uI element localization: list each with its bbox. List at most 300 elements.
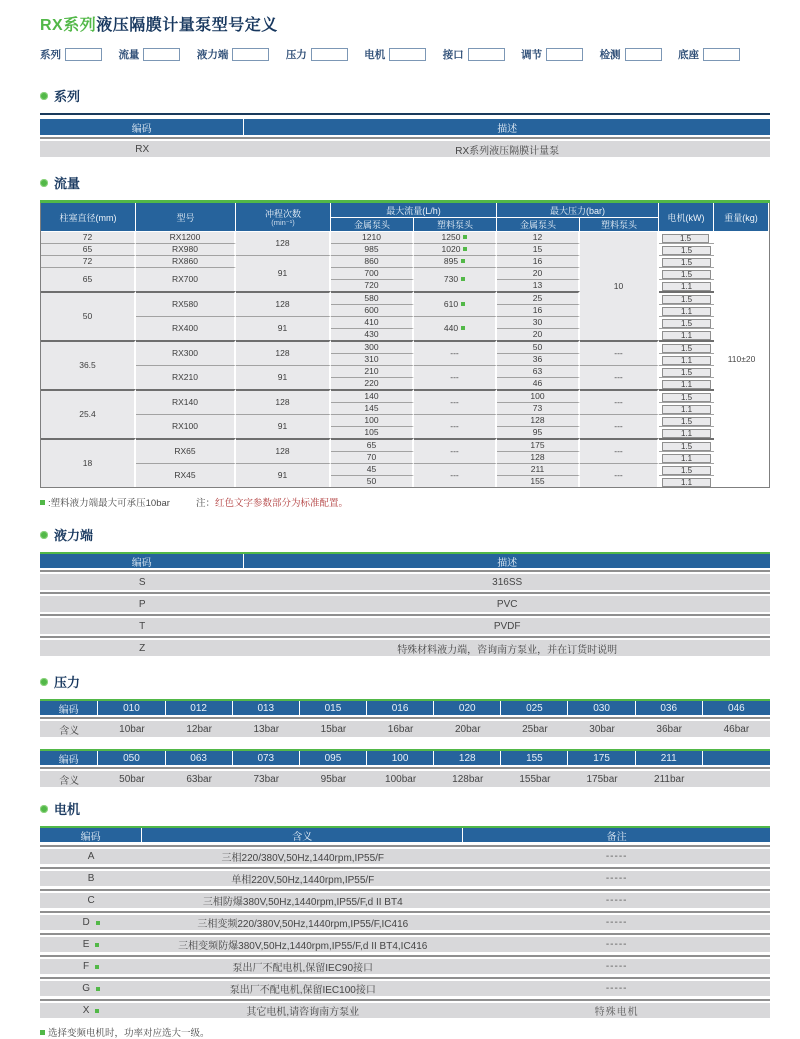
motor-kw-value: 1.1 (662, 478, 711, 487)
green-square-icon (40, 1030, 45, 1035)
flow-cell (331, 402, 414, 414)
motor-kw-value: 1.5 (662, 466, 711, 475)
flow-table-row (41, 291, 769, 304)
flow-cell-value: 155 (530, 476, 545, 486)
code-field (600, 47, 662, 62)
bullet-icon (40, 179, 48, 187)
flow-cell-value: 145 (364, 403, 379, 413)
flow-cell-value: --- (614, 470, 623, 480)
green-square-icon (40, 500, 45, 505)
code-field (443, 47, 505, 62)
flow-table-row (41, 267, 769, 279)
pressure-meaning: 12bar (186, 723, 212, 735)
section-pressure-title: 压力 (54, 675, 81, 690)
motor-kw-value: 1.5 (662, 368, 711, 377)
flow-cell (136, 255, 236, 267)
motor-code (87, 895, 94, 906)
flow-cell-value: 46 (532, 378, 543, 388)
table-row (40, 141, 770, 157)
column-header: 含义 (142, 828, 463, 842)
flow-cell (497, 426, 580, 438)
code-field-label: 压力 (285, 49, 307, 61)
pressure-code: 010 (98, 701, 165, 715)
motor-code (83, 1005, 100, 1016)
column-header: 描述 (497, 557, 518, 569)
motor-kw-value: 1.5 (662, 295, 711, 304)
green-square-icon (461, 259, 465, 263)
hydraulic-desc: PVDF (493, 620, 521, 632)
column-header: 编码 (40, 828, 142, 842)
motor-kw-value: 1.5 (662, 270, 711, 279)
row-label: 编码 (40, 701, 98, 715)
flow-cell (659, 451, 714, 463)
flow-cell (331, 475, 414, 487)
pressure-meaning: 155bar (519, 773, 551, 785)
flow-cell (414, 438, 497, 463)
column-header: 最大压力(bar) (497, 203, 659, 218)
motor-meaning: 三相防爆380V,50Hz,1440rpm,IP55/F,d II BT4 (202, 897, 403, 908)
flow-cell-value: --- (450, 372, 459, 382)
column-header: 电机(kW) (659, 203, 714, 232)
flow-cell-value: 128 (275, 238, 290, 248)
green-square-icon (461, 277, 465, 281)
flow-cell (659, 255, 714, 267)
motor-row (40, 915, 770, 930)
motor-kw-value: 1.1 (662, 282, 711, 291)
hydraulic-row (40, 574, 770, 590)
motor-code-value: X (82, 1005, 90, 1016)
flow-cell (497, 451, 580, 463)
flow-cell-value: 50 (532, 342, 543, 352)
code-field-box (546, 48, 583, 61)
motor-meaning: 泵出厂不配电机,保留IEC90接口 (232, 963, 374, 974)
flow-cell-value: 18 (82, 458, 93, 468)
motor-remark: ----- (605, 895, 628, 906)
pressure-code: 100 (367, 751, 434, 765)
flow-cell (331, 365, 414, 377)
column-header (236, 203, 331, 232)
pressure-meaning: 30bar (589, 723, 615, 735)
flow-table-row (41, 255, 769, 267)
flow-cell (331, 243, 414, 255)
flow-cell-value: RX700 (172, 274, 198, 284)
flow-table-row (41, 414, 769, 426)
motor-kw-value: 1.5 (662, 246, 711, 255)
flow-cell-value: 91 (277, 372, 288, 382)
column-header: 编码 (40, 554, 244, 568)
motor-code-cell (40, 849, 142, 864)
code-field-box (311, 48, 348, 61)
motor-kw-value: 1.5 (662, 442, 711, 451)
motor-code (82, 917, 99, 928)
pressure-meaning: 50bar (119, 773, 145, 785)
flow-cell (659, 402, 714, 414)
flow-cell (659, 475, 714, 487)
flow-cell (136, 243, 236, 255)
pressure-code: 155 (501, 751, 568, 765)
motor-meaning: 三相变频220/380V,50Hz,1440rpm,IP55/F,IC416 (197, 919, 409, 930)
flow-cell-value: 50 (366, 476, 377, 486)
flow-cell-value: 580 (364, 293, 379, 303)
flow-cell (236, 232, 331, 255)
series-header-row (40, 119, 770, 135)
pressure-meaning: 25bar (522, 723, 548, 735)
section-series-title: 系列 (54, 89, 81, 104)
flow-cell (497, 232, 580, 243)
motor-code-value: B (87, 873, 95, 884)
flow-note (40, 495, 770, 509)
flow-cell (659, 463, 714, 475)
flow-cell-value: 45 (366, 464, 377, 474)
pressure-meaning-row (40, 721, 770, 737)
motor-remark: ----- (605, 917, 628, 928)
flow-cell-value: 140 (364, 391, 379, 401)
motor-code (83, 939, 100, 950)
pressure-code: 015 (300, 701, 367, 715)
flow-cell (497, 377, 580, 389)
code-field (364, 47, 426, 62)
code-field-label: 接口 (442, 49, 464, 61)
flow-cell (41, 255, 136, 267)
pressure-meaning: 15bar (320, 723, 347, 735)
page-title-rest: 液压隔膜计量泵型号定义 (96, 17, 278, 34)
code-field-label: 系列 (40, 49, 61, 61)
flow-cell (414, 243, 497, 255)
motor-meaning: 其它电机,请咨询南方泵业 (246, 1007, 360, 1018)
flow-cell-value: 220 (364, 378, 379, 388)
motor-kw-value: 1.5 (662, 344, 711, 353)
pressure-meaning: 63bar (186, 773, 212, 785)
bullet-icon (40, 678, 48, 686)
flow-cell (497, 402, 580, 414)
flow-cell-value: 1210 (362, 232, 381, 242)
motor-code (82, 983, 100, 994)
pressure-code: 063 (166, 751, 233, 765)
flow-cell-value: 430 (364, 329, 379, 339)
flow-cell-value: 25.4 (79, 409, 96, 419)
motor-code-cell (40, 959, 142, 974)
flow-cell (331, 414, 414, 426)
flow-cell-value: --- (450, 470, 459, 480)
pressure-meaning (703, 771, 770, 787)
pressure-code: 013 (233, 701, 300, 715)
flow-cell-value: RX580 (172, 299, 198, 309)
flow-cell-value: 860 (364, 256, 379, 266)
motor-kw-value: 1.5 (662, 258, 711, 267)
row-label: 编码 (40, 751, 98, 765)
flow-cell (580, 463, 659, 487)
flow-cell (659, 232, 714, 243)
flow-cell (136, 414, 236, 438)
flow-cell-value: 12 (532, 232, 543, 242)
pressure-code (703, 751, 770, 765)
flow-cell (331, 389, 414, 402)
pressure-meaning: 73bar (253, 773, 280, 785)
flow-cell (41, 438, 136, 487)
flow-table-row (41, 365, 769, 377)
flow-cell-value: 36.5 (79, 360, 96, 370)
column-header: 型号 (136, 203, 236, 232)
flow-cell-value: RX400 (172, 323, 198, 333)
hydraulic-code: Z (139, 642, 146, 654)
pressure-meaning: 211bar (654, 773, 685, 785)
flow-cell-value: --- (614, 348, 623, 358)
motor-row (40, 893, 770, 908)
flow-cell (331, 340, 414, 353)
motor-rows (40, 849, 770, 1018)
motor-code-value: F (83, 961, 90, 972)
pressure-code: 050 (98, 751, 165, 765)
flow-cell-value: 25 (532, 293, 543, 303)
flow-cell (414, 365, 497, 389)
flow-cell-value: 65 (82, 274, 93, 284)
flow-cell (659, 279, 714, 291)
code-field-box (232, 48, 269, 61)
flow-cell (331, 291, 414, 304)
flow-note-text: :塑料液力端最大可承压10bar (48, 498, 170, 509)
flow-cell (331, 328, 414, 340)
flow-cell-value: 128 (275, 299, 290, 309)
flow-cell-value: 100 (530, 391, 545, 401)
flow-table-row (41, 340, 769, 353)
flow-cell (414, 414, 497, 438)
motor-meaning: 单相220V,50Hz,1440rpm,IP55/F (231, 875, 375, 886)
pressure-banks (40, 699, 770, 787)
flow-cell (236, 438, 331, 463)
flow-cell (497, 389, 580, 402)
flow-cell (659, 291, 714, 304)
flow-cell-value: RX100 (172, 421, 198, 431)
flow-cell-value: --- (450, 446, 459, 456)
pressure-meaning: 100bar (385, 773, 417, 785)
flow-cell (497, 353, 580, 365)
flow-cell-value: --- (614, 421, 623, 431)
flow-cell-value: 73 (532, 403, 543, 413)
motor-table (40, 826, 770, 1018)
pressure-meaning: 10bar (119, 723, 145, 735)
motor-code (88, 851, 95, 862)
flow-cell (497, 365, 580, 377)
flow-cell (236, 389, 331, 414)
flow-cell-value: 410 (364, 317, 379, 327)
motor-note (40, 1025, 770, 1039)
motor-meaning: 三相变频防爆380V,50Hz,1440rpm,IP55/F,d II BT4,IC416 (178, 941, 428, 952)
section-series-heading (40, 86, 770, 105)
code-field (118, 47, 180, 62)
column-header-unit: (min⁻¹) (271, 217, 295, 227)
flow-cell-value: 50 (82, 311, 93, 321)
pressure-code: 211 (636, 751, 703, 765)
section-flow-title: 流量 (54, 176, 81, 191)
flow-cell (236, 316, 331, 340)
flow-cell-value: 128 (530, 452, 545, 462)
flow-cell-value: 110±20 (727, 354, 756, 364)
code-field-box (65, 48, 102, 61)
flow-cell (659, 243, 714, 255)
green-square-icon (95, 1009, 99, 1013)
flow-cell (331, 255, 414, 267)
pressure-code: 030 (568, 701, 635, 715)
flow-cell (414, 340, 497, 365)
hydraulic-row (40, 618, 770, 634)
code-field (197, 47, 270, 62)
flow-cell-value: 20 (532, 268, 543, 278)
flow-cell-value: 985 (364, 244, 379, 254)
motor-remark: ----- (605, 961, 628, 972)
motor-code-value: D (82, 917, 90, 928)
flow-cell-value: 128 (275, 348, 290, 358)
flow-cell (659, 340, 714, 353)
column-subheader: 塑料泵头 (414, 218, 497, 232)
flow-cell (497, 463, 580, 475)
flow-cell (659, 328, 714, 340)
pressure-code: 025 (501, 701, 568, 715)
code-field (286, 47, 348, 62)
flow-cell (414, 232, 497, 243)
motor-kw-value: 1.1 (662, 454, 711, 463)
flow-cell (236, 255, 331, 291)
flow-cell (41, 340, 136, 389)
flow-cell (331, 377, 414, 389)
row-label: 含义 (59, 775, 80, 787)
flow-cell (236, 340, 331, 365)
flow-cell (331, 232, 414, 243)
column-header: 编码 (40, 119, 244, 135)
flow-cell (659, 353, 714, 365)
flow-cell (331, 353, 414, 365)
flow-cell-value: 15 (532, 244, 543, 254)
flow-cell (659, 414, 714, 426)
motor-kw-value: 1.5 (662, 393, 711, 402)
flow-cell (659, 365, 714, 377)
code-field (521, 47, 583, 62)
green-square-icon (461, 302, 465, 306)
flow-cell (659, 304, 714, 316)
pressure-meaning: 20bar (454, 723, 481, 735)
flow-cell (580, 438, 659, 463)
flow-cell-value: 211 (530, 464, 545, 474)
bullet-icon (40, 805, 48, 813)
flow-cell (580, 414, 659, 438)
motor-kw-value: 1.1 (662, 307, 711, 316)
flow-cell (236, 414, 331, 438)
flow-cell (414, 463, 497, 487)
column-header: 备注 (606, 831, 627, 843)
flow-cell (714, 232, 769, 487)
column-subheader: 塑料泵头 (580, 218, 659, 232)
flow-cell-value: --- (450, 397, 459, 407)
flow-cell-value: 91 (277, 268, 288, 278)
flow-cell (497, 475, 580, 487)
hydraulic-code: T (139, 620, 146, 632)
motor-kw-value: 1.5 (662, 319, 711, 328)
flow-cell-value: 20 (532, 329, 543, 339)
pressure-meaning: 95bar (320, 773, 347, 785)
flow-cell (414, 316, 497, 340)
code-field-label: 电机 (364, 49, 386, 61)
flow-table (40, 203, 770, 488)
flow-cell (659, 267, 714, 279)
motor-row (40, 849, 770, 864)
hydraulic-desc: PVC (496, 598, 518, 610)
flow-cell-value: 95 (532, 427, 543, 437)
pressure-meaning: 16bar (387, 723, 414, 735)
pressure-bank (40, 699, 770, 737)
flow-note2-text: 红色文字参数部分为标准配置。 (214, 498, 348, 509)
motor-remark: ----- (605, 983, 628, 994)
green-square-icon (95, 943, 99, 947)
flow-cell-value: 100 (364, 415, 379, 425)
flow-cell (497, 291, 580, 304)
flow-cell (331, 451, 414, 463)
flow-cell (41, 291, 136, 340)
flow-cell-value: 10 (613, 280, 624, 291)
page-title (40, 12, 770, 35)
bullet-icon (40, 531, 48, 539)
motor-row (40, 1003, 770, 1018)
flow-cell (580, 389, 659, 414)
column-header: 柱塞直径(mm) (41, 203, 136, 232)
motor-remark: 特殊电机 (594, 1007, 639, 1018)
flow-cell (659, 438, 714, 451)
flow-cell (136, 365, 236, 389)
flow-cell (41, 267, 136, 291)
code-field-label: 调节 (521, 49, 543, 61)
pressure-code: 016 (367, 701, 434, 715)
flow-cell (331, 426, 414, 438)
flow-cell-value: --- (614, 397, 623, 407)
flow-cell-value: RX140 (172, 397, 198, 407)
flow-cell-value: --- (450, 348, 459, 358)
flow-cell-value: 440 (443, 323, 459, 333)
pressure-code-row (40, 749, 770, 765)
pressure-code: 175 (568, 751, 635, 765)
flow-cell-value: RX860 (172, 256, 198, 266)
motor-remark: ----- (605, 873, 628, 884)
flow-table-row (41, 389, 769, 402)
motor-header-row (40, 826, 770, 842)
flow-cell-value: 72 (82, 256, 93, 266)
flow-cell-value: 70 (366, 452, 377, 462)
pressure-code: 020 (434, 701, 501, 715)
motor-remark: ----- (605, 939, 628, 950)
code-field-label: 检测 (599, 49, 621, 61)
flow-cell-value: 63 (532, 366, 543, 376)
flow-cell (236, 365, 331, 389)
flow-table-row (41, 316, 769, 328)
divider (40, 113, 770, 115)
code-field-box (625, 48, 662, 61)
flow-cell-value: 310 (364, 354, 379, 364)
flow-cell-value: RX210 (172, 372, 198, 382)
motor-meaning: 三相220/380V,50Hz,1440rpm,IP55/F (221, 853, 385, 864)
flow-table-body (41, 232, 769, 487)
flow-cell (659, 389, 714, 402)
flow-cell-value: 36 (532, 354, 543, 364)
hydraulic-code: S (138, 576, 146, 588)
flow-cell-value: --- (450, 421, 459, 431)
motor-code-value: A (87, 851, 95, 862)
model-code-fields (40, 47, 740, 62)
flow-cell-value: RX65 (174, 446, 196, 456)
flow-table-wrap (40, 200, 770, 488)
flow-cell-value: 91 (277, 470, 288, 480)
flow-cell (659, 316, 714, 328)
motor-kw-value: 1.5 (662, 417, 711, 426)
code-field-box (389, 48, 426, 61)
code-field-label: 流量 (118, 49, 140, 61)
pressure-code: 012 (166, 701, 233, 715)
